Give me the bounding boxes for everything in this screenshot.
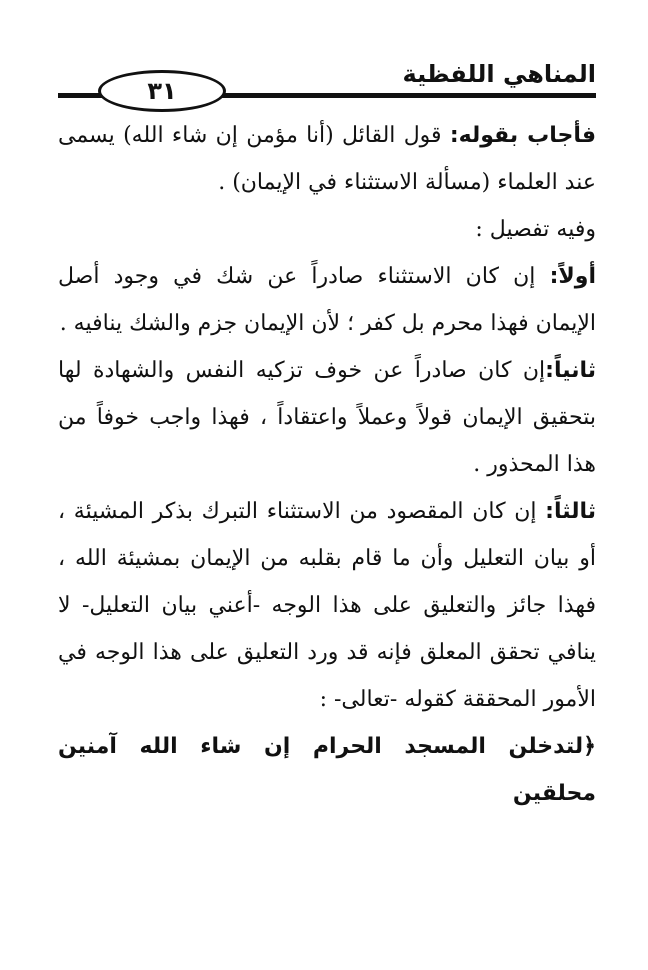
paragraph-details	[58, 206, 596, 253]
paragraph-text: قول القائل (أنا مؤمن إن شاء الله) يسمى عند العلماء (مسألة الاستثناء في الإيمان) .	[58, 123, 596, 195]
paragraph-text: إن كان الاستثناء صادراً عن شك في وجود أصل الإيمان فهذا محرم بل كفر ؛ لأن الإيمان جزم والشك ينافيه .	[58, 264, 596, 336]
page-header	[58, 52, 596, 112]
paragraph-second	[58, 347, 596, 488]
paragraph-third	[58, 488, 596, 723]
paragraph-lead: فأجاب بقوله:	[449, 123, 596, 148]
paragraph-text: إن كان صادراً عن خوف تزكيه النفس والشهادة لها بتحقيق الإيمان قولاً وعملاً واعتقاداً ، فهذا واجب خوفاً من هذا المحذور .	[58, 358, 596, 477]
paragraph-text: وفيه تفصيل :	[475, 217, 596, 242]
paragraph-lead: ثانياً:	[545, 358, 596, 383]
book-title: المناهي اللفظية	[402, 60, 596, 88]
paragraph-first	[58, 253, 596, 347]
paragraph-lead: أولاً:	[549, 264, 596, 289]
quran-verse: ﴿لتدخلن المسجد الحرام إن شاء الله آمنين محلقين	[58, 734, 596, 806]
paragraph-lead: ثالثاً:	[545, 499, 596, 524]
page-number: ٣١	[98, 70, 226, 112]
paragraph-text: إن كان المقصود من الاستثناء التبرك بذكر المشيئة ، أو بيان التعليل وأن ما قام بقلبه من الإيمان بمشيئة الله ، فهذا جائز والتعليق على هذا الوجه -أعني بيان التعليل- لا ينافي تحقق المعلق فإنه قد ورد التعليق على هذا الوجه في الأمور المحققة كقوله -تعالى- :	[58, 499, 596, 712]
body-text	[58, 112, 596, 817]
paragraph-answer	[58, 112, 596, 206]
